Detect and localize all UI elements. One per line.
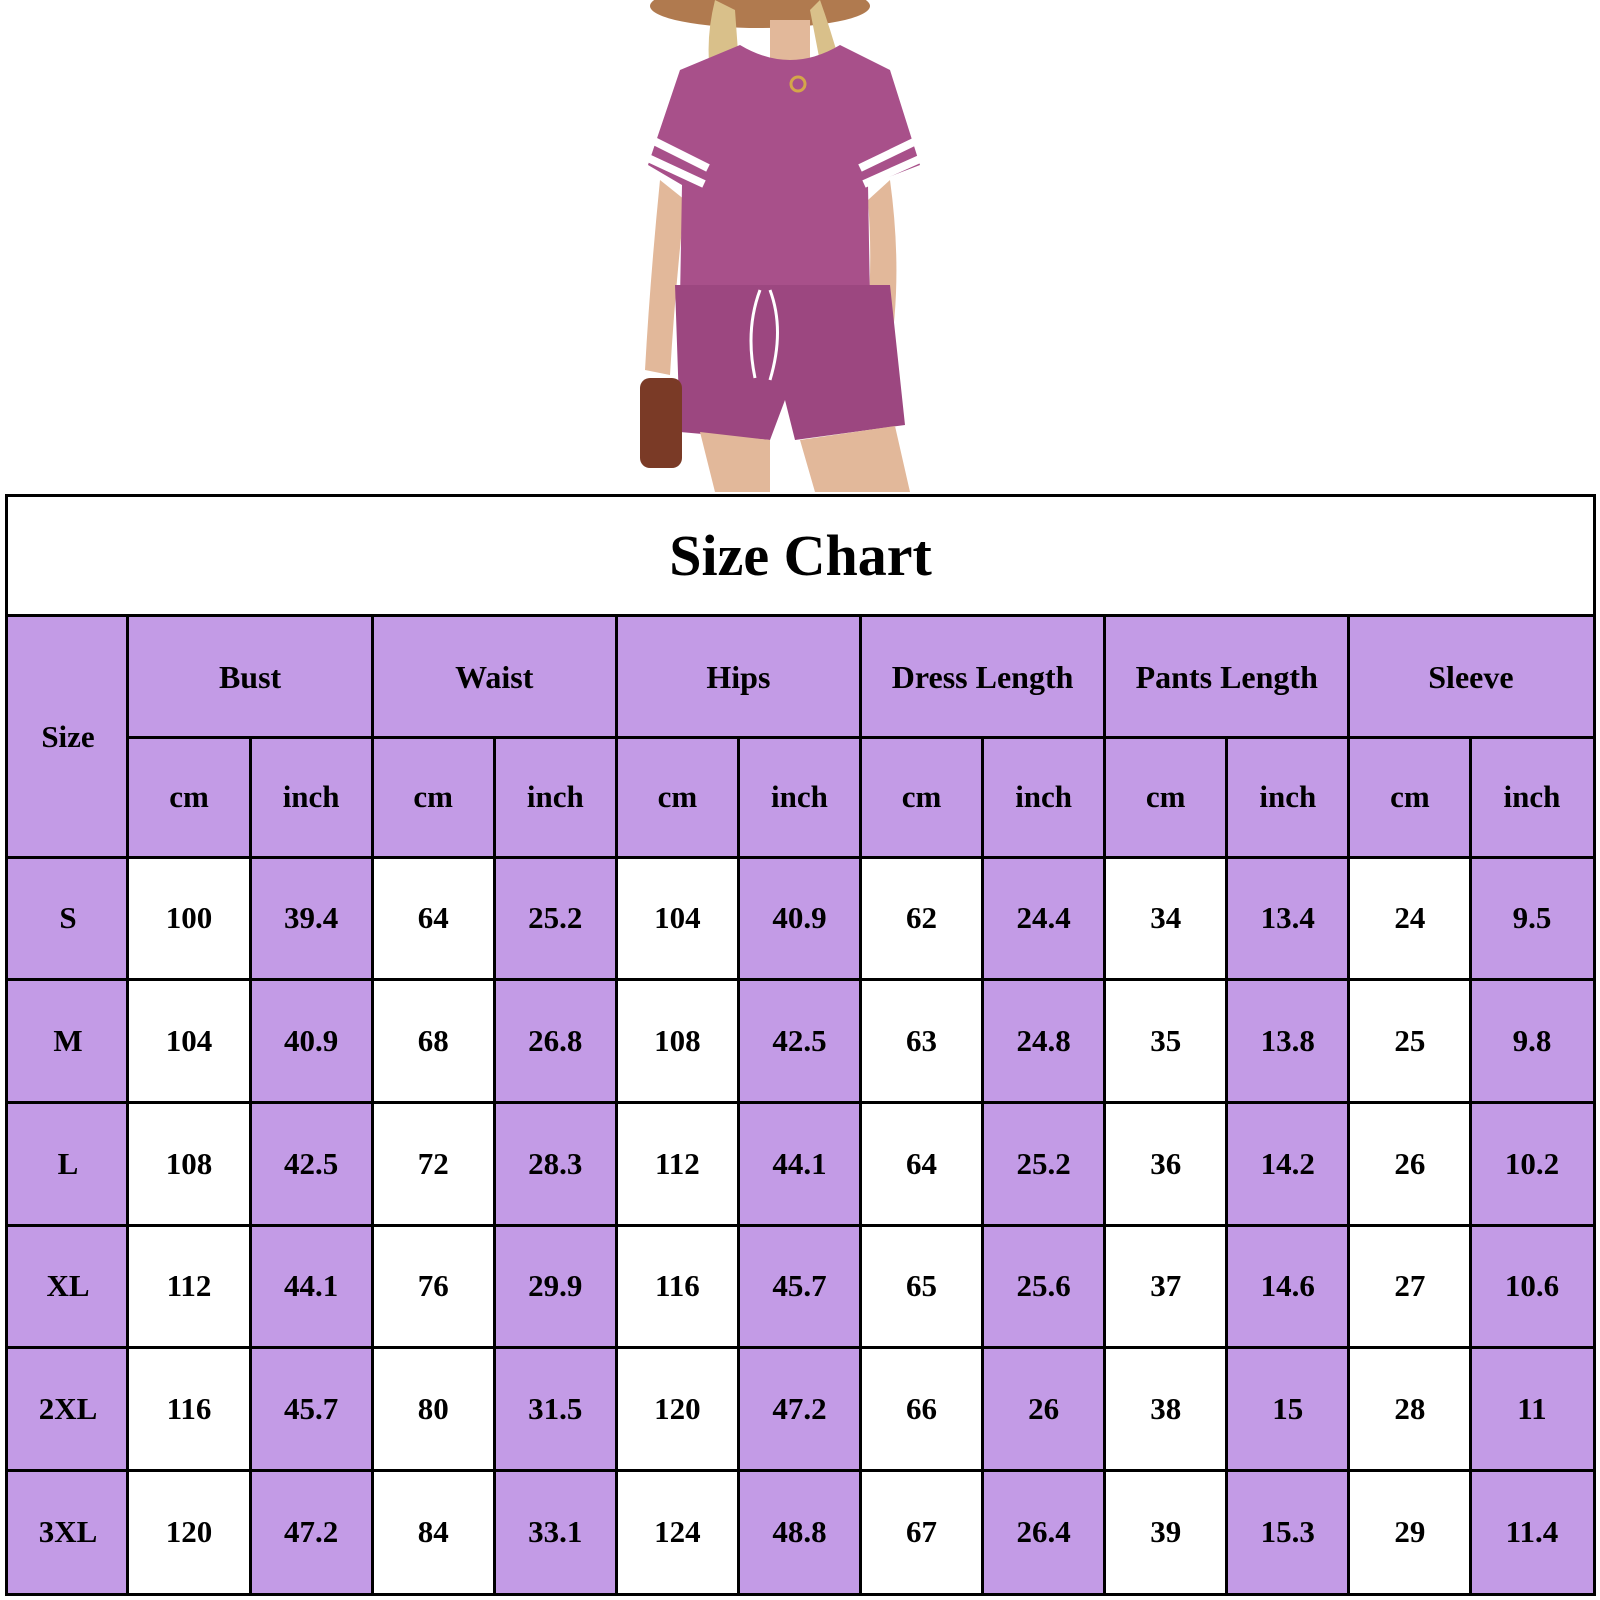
grid-line-horizontal xyxy=(8,1469,1593,1472)
grid-line-vertical xyxy=(981,737,984,1593)
size-chart-table xyxy=(5,494,1596,1596)
value-cell: 120 xyxy=(128,1470,250,1593)
value-cell: 26.8 xyxy=(494,980,616,1103)
value-cell: 9.5 xyxy=(1471,857,1593,980)
value-cell: 28.3 xyxy=(494,1102,616,1225)
header-group-hips: Hips xyxy=(616,617,860,737)
product-photo xyxy=(620,0,960,492)
value-cell: 42.5 xyxy=(250,1102,372,1225)
chart-title: Size Chart xyxy=(8,497,1593,617)
value-cell: 100 xyxy=(128,857,250,980)
value-cell: 14.2 xyxy=(1227,1102,1349,1225)
value-cell: 108 xyxy=(616,980,738,1103)
grid-line-horizontal xyxy=(8,1224,1593,1227)
value-cell: 10.2 xyxy=(1471,1102,1593,1225)
value-cell: 104 xyxy=(616,857,738,980)
value-cell: 29 xyxy=(1349,1470,1471,1593)
hat-icon xyxy=(650,0,870,28)
value-cell: 11.4 xyxy=(1471,1470,1593,1593)
value-cell: 64 xyxy=(861,1102,983,1225)
grid-line-vertical xyxy=(737,737,740,1593)
value-cell: 124 xyxy=(616,1470,738,1593)
value-cell: 33.1 xyxy=(494,1470,616,1593)
grid-line-vertical xyxy=(249,737,252,1593)
value-cell: 104 xyxy=(128,980,250,1103)
value-cell: 36 xyxy=(1105,1102,1227,1225)
value-cell: 42.5 xyxy=(738,980,860,1103)
value-cell: 108 xyxy=(128,1102,250,1225)
value-cell: 25.6 xyxy=(983,1225,1105,1348)
value-cell: 13.8 xyxy=(1227,980,1349,1103)
grid-line-vertical xyxy=(493,737,496,1593)
value-cell: 27 xyxy=(1349,1225,1471,1348)
value-cell: 37 xyxy=(1105,1225,1227,1348)
grid-line-vertical xyxy=(1225,737,1228,1593)
shorts xyxy=(675,285,905,440)
grid-line-vertical xyxy=(126,617,129,1593)
value-cell: 112 xyxy=(128,1225,250,1348)
value-cell: 38 xyxy=(1105,1348,1227,1471)
size-label-m: M xyxy=(8,980,128,1103)
value-cell: 24.4 xyxy=(983,857,1105,980)
header-unit-inch: inch xyxy=(983,737,1105,857)
value-cell: 24 xyxy=(1349,857,1471,980)
grid-line-horizontal xyxy=(8,1101,1593,1104)
value-cell: 25.2 xyxy=(494,857,616,980)
value-cell: 120 xyxy=(616,1348,738,1471)
value-cell: 24.8 xyxy=(983,980,1105,1103)
header-size: Size xyxy=(8,617,128,857)
header-unit-inch: inch xyxy=(1471,737,1593,857)
value-cell: 47.2 xyxy=(738,1348,860,1471)
size-label-2xl: 2XL xyxy=(8,1348,128,1471)
grid-line-vertical xyxy=(615,617,618,1593)
grid-line-vertical xyxy=(1103,617,1106,1593)
header-group-pants-length: Pants Length xyxy=(1105,617,1349,737)
value-cell: 80 xyxy=(372,1348,494,1471)
value-cell: 72 xyxy=(372,1102,494,1225)
value-cell: 31.5 xyxy=(494,1348,616,1471)
size-label-xl: XL xyxy=(8,1225,128,1348)
value-cell: 112 xyxy=(616,1102,738,1225)
value-cell: 40.9 xyxy=(250,980,372,1103)
grid-line-horizontal xyxy=(8,978,1593,981)
value-cell: 26 xyxy=(1349,1102,1471,1225)
value-cell: 84 xyxy=(372,1470,494,1593)
grid-line-vertical xyxy=(371,617,374,1593)
size-chart-grid xyxy=(8,617,1593,1593)
value-cell: 47.2 xyxy=(250,1470,372,1593)
value-cell: 63 xyxy=(861,980,983,1103)
header-unit-cm: cm xyxy=(128,737,250,857)
value-cell: 25.2 xyxy=(983,1102,1105,1225)
value-cell: 76 xyxy=(372,1225,494,1348)
header-unit-cm: cm xyxy=(372,737,494,857)
size-label-3xl: 3XL xyxy=(8,1470,128,1593)
header-unit-inch: inch xyxy=(250,737,372,857)
value-cell: 26.4 xyxy=(983,1470,1105,1593)
value-cell: 44.1 xyxy=(738,1102,860,1225)
header-unit-inch: inch xyxy=(494,737,616,857)
value-cell: 66 xyxy=(861,1348,983,1471)
grid-line-vertical xyxy=(859,617,862,1593)
header-unit-cm: cm xyxy=(616,737,738,857)
grid-line-vertical xyxy=(1347,617,1350,1593)
value-cell: 34 xyxy=(1105,857,1227,980)
handbag-icon xyxy=(640,378,682,468)
value-cell: 116 xyxy=(616,1225,738,1348)
value-cell: 11 xyxy=(1471,1348,1593,1471)
value-cell: 35 xyxy=(1105,980,1227,1103)
value-cell: 39 xyxy=(1105,1470,1227,1593)
value-cell: 62 xyxy=(861,857,983,980)
value-cell: 45.7 xyxy=(250,1348,372,1471)
value-cell: 64 xyxy=(372,857,494,980)
header-group-sleeve: Sleeve xyxy=(1349,617,1593,737)
value-cell: 15.3 xyxy=(1227,1470,1349,1593)
header-unit-cm: cm xyxy=(861,737,983,857)
value-cell: 14.6 xyxy=(1227,1225,1349,1348)
grid-line-horizontal xyxy=(128,736,1593,739)
value-cell: 13.4 xyxy=(1227,857,1349,980)
value-cell: 10.6 xyxy=(1471,1225,1593,1348)
size-label-s: S xyxy=(8,857,128,980)
header-unit-cm: cm xyxy=(1105,737,1227,857)
grid-line-horizontal xyxy=(8,1346,1593,1349)
value-cell: 15 xyxy=(1227,1348,1349,1471)
header-group-dress-length: Dress Length xyxy=(861,617,1105,737)
value-cell: 25 xyxy=(1349,980,1471,1103)
value-cell: 9.8 xyxy=(1471,980,1593,1103)
value-cell: 45.7 xyxy=(738,1225,860,1348)
header-unit-inch: inch xyxy=(1227,737,1349,857)
value-cell: 65 xyxy=(861,1225,983,1348)
value-cell: 116 xyxy=(128,1348,250,1471)
value-cell: 26 xyxy=(983,1348,1105,1471)
value-cell: 68 xyxy=(372,980,494,1103)
header-group-waist: Waist xyxy=(372,617,616,737)
value-cell: 40.9 xyxy=(738,857,860,980)
size-label-l: L xyxy=(8,1102,128,1225)
value-cell: 29.9 xyxy=(494,1225,616,1348)
header-group-bust: Bust xyxy=(128,617,372,737)
value-cell: 39.4 xyxy=(250,857,372,980)
header-unit-cm: cm xyxy=(1349,737,1471,857)
grid-line-horizontal xyxy=(8,856,1593,859)
header-unit-inch: inch xyxy=(738,737,860,857)
value-cell: 48.8 xyxy=(738,1470,860,1593)
grid-line-vertical xyxy=(1469,737,1472,1593)
value-cell: 67 xyxy=(861,1470,983,1593)
value-cell: 44.1 xyxy=(250,1225,372,1348)
value-cell: 28 xyxy=(1349,1348,1471,1471)
